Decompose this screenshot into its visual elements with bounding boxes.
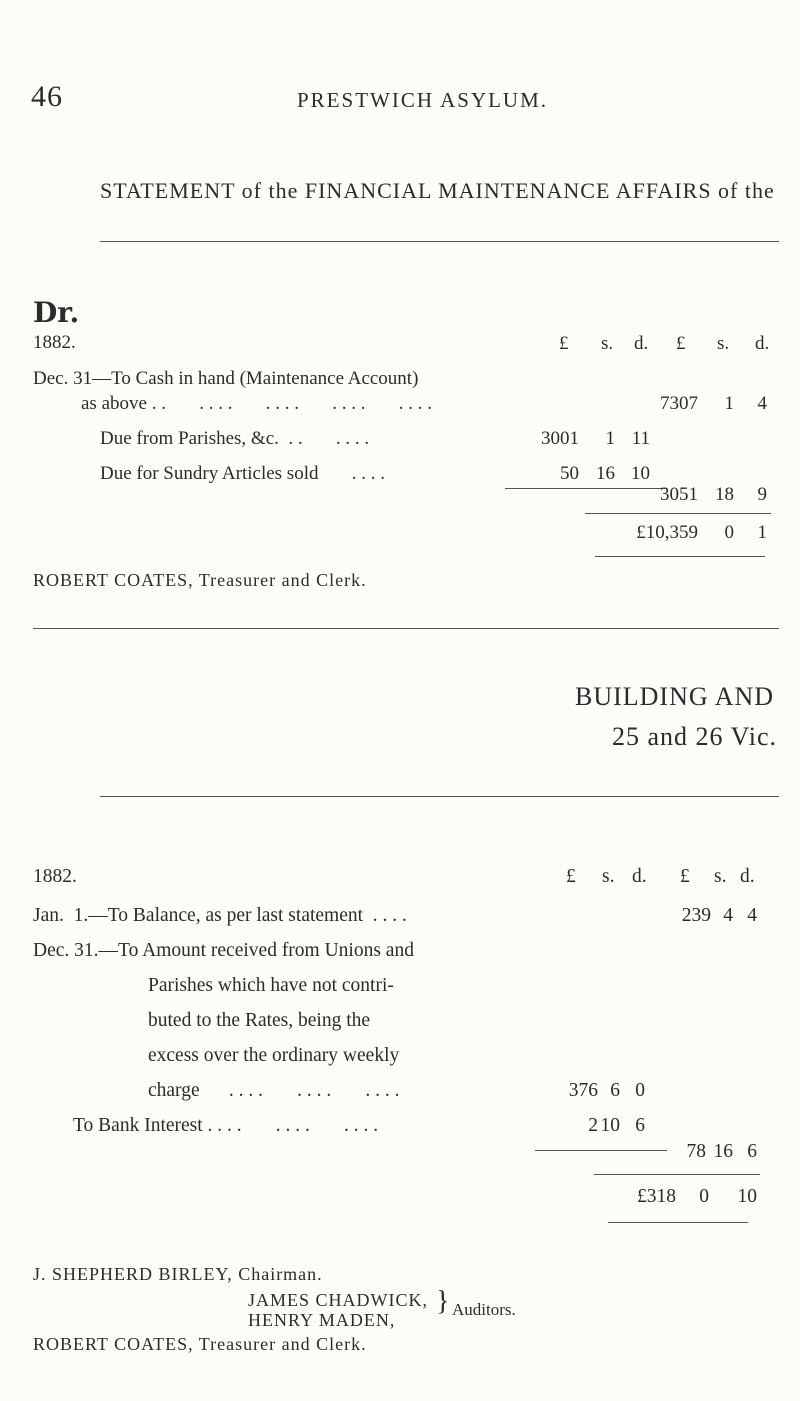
building-total-rule-bottom <box>608 1222 748 1223</box>
building-subtotal-pence: 6 <box>747 1141 757 1162</box>
building-subheading: 25 and 26 Vic. <box>612 722 778 751</box>
building-year: 1882. <box>33 866 77 887</box>
maint-cash-shillings: 1 <box>724 393 734 414</box>
dr-label: Dr. <box>33 296 80 329</box>
maint-entry-parishes: Due from Parishes, &c. . . . . . . <box>100 428 370 449</box>
maint-signature: ROBERT COATES, Treasurer and Clerk. <box>33 570 367 590</box>
maint-entry-cash-line2: as above . . . . . . . . . . . . . . . . . . <box>81 393 432 414</box>
building-unions-line-5: charge . . . . . . . . . . . . <box>148 1080 400 1101</box>
building-subtotal-pounds: 78 <box>686 1141 706 1162</box>
building-balance-shillings: 4 <box>723 905 733 926</box>
building-subtotal-shillings: 16 <box>713 1141 733 1162</box>
maint-header-inner-l: £ <box>559 333 569 354</box>
treasurer-signature: ROBERT COATES, Treasurer and Clerk. <box>33 1334 367 1354</box>
building-heading: BUILDING AND <box>575 682 775 711</box>
maint-total-rule-bottom <box>595 556 765 557</box>
maint-header-inner-s: s. <box>601 333 614 354</box>
maint-total-pounds: £10,359 <box>636 522 698 543</box>
title-rule <box>100 241 779 242</box>
auditor-maden: HENRY MADEN, <box>248 1310 396 1330</box>
building-unions-shillings: 6 <box>610 1080 620 1101</box>
building-header-outer-l: £ <box>680 866 690 887</box>
maint-total-pence: 1 <box>757 522 767 543</box>
building-header-outer-d: d. <box>740 866 755 887</box>
maint-header-outer-s: s. <box>717 333 730 354</box>
maint-header-outer-l: £ <box>676 333 686 354</box>
maint-subtotal-pence: 9 <box>757 484 767 505</box>
building-balance-line: Jan. 1.—To Balance, as per last statement . . . . <box>33 905 407 926</box>
maint-subtotal-shillings: 18 <box>715 484 734 505</box>
building-subtotal-bracket <box>535 1150 667 1151</box>
maint-cash-pounds: 7307 <box>660 393 698 414</box>
building-unions-pounds: 376 <box>568 1080 598 1101</box>
building-balance-pounds: 239 <box>681 905 711 926</box>
running-head: PRESTWICH ASYLUM. <box>297 88 549 112</box>
building-unions-line-3: buted to the Rates, being the <box>148 1010 371 1031</box>
building-total-pence: 10 <box>737 1186 757 1207</box>
building-unions-pence: 0 <box>635 1080 645 1101</box>
building-unions-line-4: excess over the ordinary weekly <box>148 1045 400 1066</box>
building-heading-rule <box>100 796 779 797</box>
maint-year: 1882. <box>33 332 76 353</box>
building-unions-line-2: Parishes which have not contri- <box>148 975 394 996</box>
section-divider <box>33 628 779 629</box>
maint-entry-sundry: Due for Sundry Articles sold . . . . <box>100 463 385 484</box>
building-total-shillings: 0 <box>699 1186 709 1207</box>
building-header-inner-d: d. <box>632 866 647 887</box>
building-header-outer-s: s. <box>714 866 727 887</box>
auditors-label: Auditors. <box>452 1300 516 1319</box>
maint-cash-pence: 4 <box>757 393 767 414</box>
page-number: 46 <box>31 80 63 113</box>
maint-parishes-pence: 11 <box>631 428 650 449</box>
maint-sundry-pounds: 50 <box>560 463 579 484</box>
building-interest-pounds: 2 <box>588 1115 598 1136</box>
maint-parishes-shillings: 1 <box>605 428 615 449</box>
maint-entry-cash-line1: Dec. 31—To Cash in hand (Maintenance Account) <box>33 368 419 389</box>
building-balance-pence: 4 <box>747 905 757 926</box>
building-unions-line-1: Dec. 31.—To Amount received from Unions and <box>33 940 414 961</box>
maint-sundry-pence: 10 <box>631 463 650 484</box>
maint-subtotal-bracket <box>505 488 667 489</box>
building-header-inner-l: £ <box>566 866 576 887</box>
building-interest-shillings: 10 <box>600 1115 620 1136</box>
maint-header-inner-d: d. <box>634 333 649 354</box>
building-total-pounds: £318 <box>637 1186 676 1207</box>
maint-parishes-pounds: 3001 <box>541 428 579 449</box>
building-interest-line: To Bank Interest . . . . . . . . . . . . <box>73 1115 379 1136</box>
building-interest-pence: 6 <box>635 1115 645 1136</box>
building-total-rule-top <box>594 1174 760 1175</box>
maint-total-shillings: 0 <box>724 522 734 543</box>
maint-subtotal-pounds: 3051 <box>660 484 698 505</box>
maint-sundry-shillings: 16 <box>596 463 615 484</box>
auditor-chadwick: JAMES CHADWICK, <box>248 1290 429 1310</box>
auditors-brace: } <box>436 1286 450 1317</box>
maint-total-rule-top <box>585 513 771 514</box>
chairman-signature: J. SHEPHERD BIRLEY, Chairman. <box>33 1264 323 1284</box>
statement-title: STATEMENT of the FINANCIAL MAINTENANCE AFFAIRS of the <box>100 178 775 203</box>
maint-header-outer-d: d. <box>755 333 770 354</box>
building-header-inner-s: s. <box>602 866 615 887</box>
